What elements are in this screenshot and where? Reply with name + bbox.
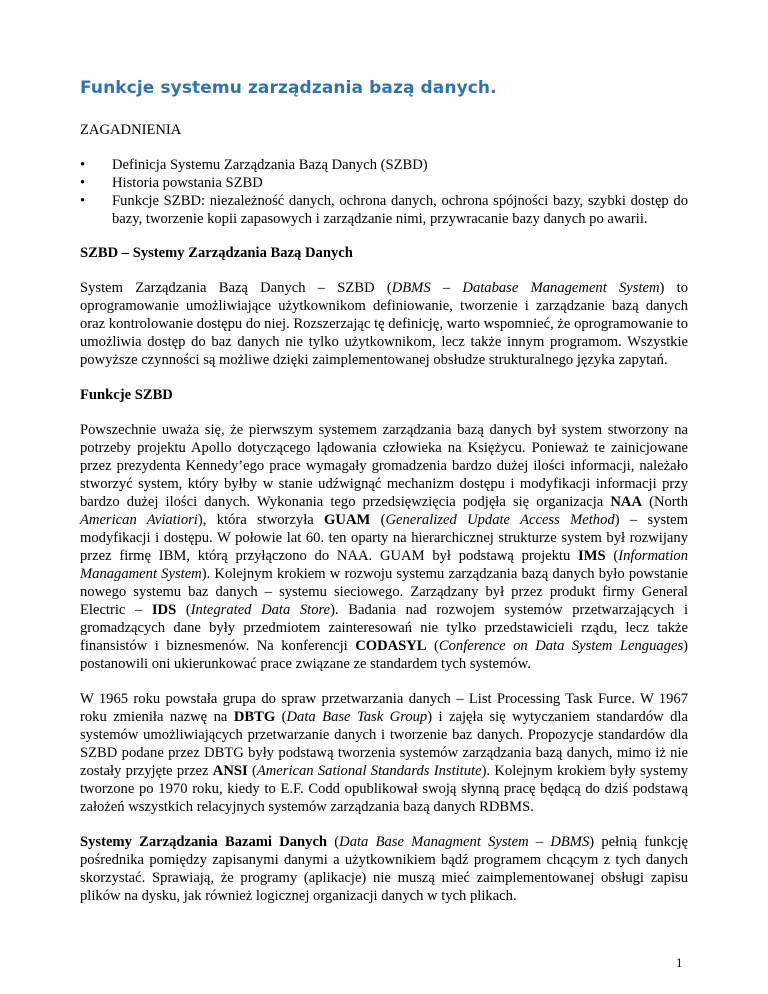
page-title: Funkcje systemu zarządzania bazą danych. [80,78,497,98]
zagadnienia-heading: ZAGADNIENIA [80,122,182,138]
section-heading-szbd: SZBD – Systemy Zarządzania Bazą Danych [80,245,353,261]
section-heading-funkcje: Funkcje SZBD [80,387,173,403]
list-item: • Definicja Systemu Zarządzania Bazą Danych (SZBD) [80,156,688,174]
paragraph-definition: System Zarządzania Bazą Danych – SZBD (DBMS – Database Management System) to oprogramowanie umożliwiające użytkownikom definiowanie, tworzenie i zarządzanie bazą danych oraz kontrolowanie dostępu do niej. Rozszerzając tę definicję, warto wspomnieć, że oprogramowanie to umożliwia dostęp do baz danych nie tylko użytkownikom, lecz także innym programom. Wszystkie powyższe czynności są możliwe dzięki zaimplementowanej obsłudze strukturalnego języka zapytań. [80,280,688,368]
document-body [80,121,688,922]
paragraph-dbtg: W 1965 roku powstała grupa do spraw przetwarzania danych – List Processing Task Furce. W 1967 roku zmieniła nazwę na DBTG (Data Base Task Group) i zajęła się wytyczaniem standardów dla systemów umożliwiających przetwarzanie danych i tworzenie baz danych. Propozycje standardów dla SZBD podane przez DBTG były podstawą tworzenia systemów zarządzania bazą danych, mimo iż nie zostały przyjęte przez ANSI (American Sational Standards Institute). Kolejnym krokiem były systemy tworzone po 1970 roku, kiedy to E.F. Codd opublikował swoją słynną pracę będącą do dziś podstawą założeń wszystkich relacyjnych systemów zarządzania bazą danych RDBMS. [80,691,689,815]
list-item: • Historia powstania SZBD [80,174,688,192]
list-item: • Funkcje SZBD: niezależność danych, ochrona danych, ochrona spójności bazy, szybki dostęp do bazy, tworzenie kopii zapasowych i zarządzanie nimi, przywracanie bazy danych po awarii. [80,192,688,228]
paragraph-dbms-role: Systemy Zarządzania Bazami Danych (Data Base Managment System – DBMS) pełnią funkcję pośrednika pomiędzy zapisanymi danymi a użytkownikiem bądź programem chcącym z tych danych skorzystać. Sprawiają, że programy (aplikacje) nie muszą mieć zaimplementowanej obsługi zapisu plików na dysku, jak również logicznej organizacji danych w tych plikach. [80,834,688,904]
topics-list [80,156,688,228]
paragraph-history: Powszechnie uważa się, że pierwszym systemem zarządzania bazą danych był system stworzony na potrzeby projektu Apollo dotyczącego lądowania człowieka na Księżycu. Ponieważ te zainicjowane przez prezydenta Kennedy’ego prace wymagały gromadzenia bardzo dużej ilości informacji, należało stworzyć system, który byłby w stanie udźwignąć mechanizm dostępu i modyfikacji informacji przy bardzo dużej ilości danych. Wykonania tego przedsięwzięcia podjęła się organizacja NAA (North American Aviatiori), która stworzyła GUAM (Generalized Update Access Method) – system modyfikacji i dostępu. W połowie lat 60. ten oparty na hierarchicznej strukturze system był rozwijany przez firmę IBM, którą przyłączono do NAA. GUAM był podstawą projektu IMS (Information Managament System). Kolejnym krokiem w rozwoju systemu zarządzania bazą danych było powstanie nowego systemu baz danych – systemu sieciowego. Zarządzany był przez produkt firmy General Electric – IDS (Integrated Data Store). Badania nad rozwojem systemów przetwarzających i gromadzących dane były przedmiotem zainteresowań nie tylko przedstawicieli rządu, lecz także finansistów i biznesmenów. Na konferencji CODASYL (Conference on Data System Lenguages) postanowili oni ukierunkować prace związane ze standardem tych systemów. [80,422,689,672]
page-number: 1 [676,955,683,970]
